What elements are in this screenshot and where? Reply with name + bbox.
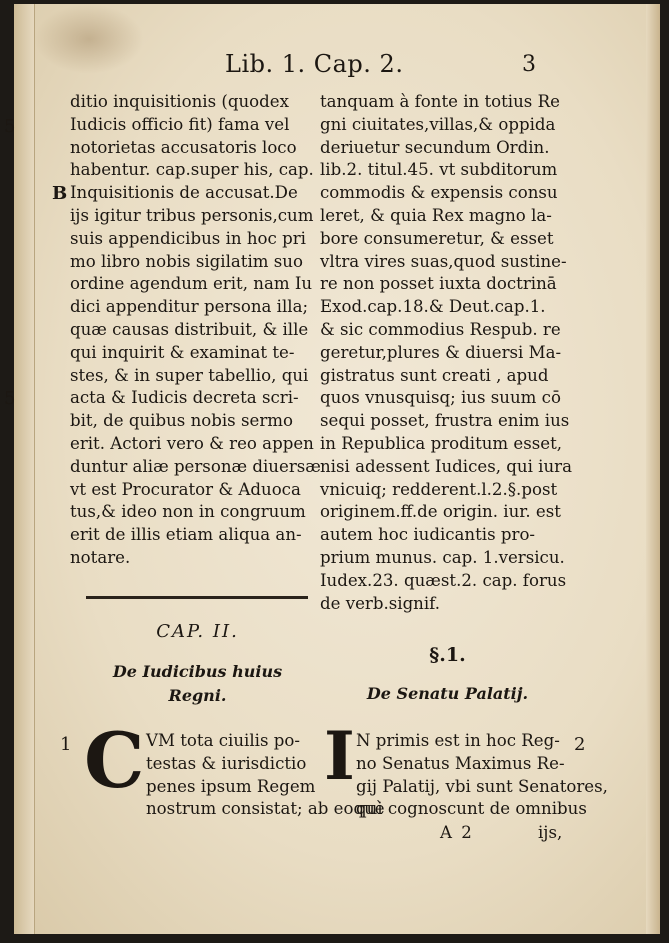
text-line: deriuetur secundum Ordin. xyxy=(320,137,550,157)
right-text-column xyxy=(320,91,572,615)
text-line: Inquisitionis de accusat.De xyxy=(70,183,298,203)
section-subtitle: De Senatu Palatij. xyxy=(366,684,529,703)
chapter-title: CAP. II. xyxy=(156,621,239,642)
text-line: vt est Procurator & Aduoca xyxy=(70,479,301,499)
text-line: quos vnusquisq; ius suum cō xyxy=(320,388,561,408)
section-title: §.1. xyxy=(429,644,466,666)
text-line: qui cognoscunt de omnibus xyxy=(356,799,587,819)
text-line: erit de illis etiam aliqua an- xyxy=(70,525,302,545)
margin-mark-top: 5 xyxy=(4,116,16,137)
text-line: testas & iurisdictio xyxy=(146,753,307,773)
text-line: gij Palatij, vbi sunt Senatores, xyxy=(356,776,608,796)
text-line: autem hoc iudicantis pro- xyxy=(320,525,536,545)
chapter-dropcap: C xyxy=(84,716,145,805)
text-line: Iudex.23. quæst.2. cap. forus xyxy=(320,570,567,590)
text-line: tanquam à fonte in totius Re xyxy=(320,92,560,111)
text-line: & sic commodius Respub. re xyxy=(320,319,561,339)
chapter-divider-rule xyxy=(86,596,308,599)
left-text-column xyxy=(70,91,321,570)
margin-number-right: 2 xyxy=(574,734,586,755)
text-line: erit. Actori vero & reo appen xyxy=(70,433,314,453)
text-line: stes, & in super tabellio, qui xyxy=(70,365,309,385)
text-line: lib.2. titul.45. vt subditorum xyxy=(320,160,558,180)
text-line: bore consumeretur, & esset xyxy=(320,228,554,248)
text-line: duntur aliæ personæ diuersæ xyxy=(70,456,321,476)
text-line: sequi posset, frustra enim ius xyxy=(320,411,570,431)
text-line: ordine agendum erit, nam Iu xyxy=(70,274,313,294)
text-line: re non posset iuxta doctrinā xyxy=(320,274,557,294)
text-line: commodis & expensis consu xyxy=(320,183,558,203)
text-line: vltra vires suas,quod sustine- xyxy=(320,251,567,271)
signature-mark: A 2 xyxy=(440,823,474,842)
text-line: nisi adessent Iudices, qui iura xyxy=(320,456,572,476)
text-line: leret, & quia Rex magno la- xyxy=(320,205,552,225)
page-gutter-left xyxy=(14,4,35,934)
text-line: dici appenditur persona illa; xyxy=(70,297,309,317)
text-line: acta & Iudicis decreta scri- xyxy=(70,388,299,408)
text-line: de verb.signif. xyxy=(320,593,441,613)
text-line: geretur,plures & diuersi Ma- xyxy=(320,342,562,362)
chapter-subtitle-line2: Regni. xyxy=(168,686,227,705)
text-line: vnicuiq; redderent.l.2.§.post xyxy=(320,479,558,499)
text-line: gistratus sunt creati , apud xyxy=(320,365,549,385)
chapter-subtitle-line1: De Iudicibus huius xyxy=(112,662,283,681)
text-line: VM tota ciuilis po- xyxy=(146,731,300,750)
text-line: ditio inquisitionis (quodex xyxy=(70,92,289,111)
text-line: in Republica proditum esset, xyxy=(320,433,563,453)
text-line: nostrum consistat; ab eoquè xyxy=(146,799,385,819)
section-dropcap: I xyxy=(324,717,355,795)
text-line: Exod.cap.18.& Deut.cap.1. xyxy=(320,297,546,317)
margin-number-left: 1 xyxy=(60,734,72,755)
margin-mark-b: B xyxy=(52,183,68,204)
text-line: gni ciuitates,villas,& oppida xyxy=(320,114,556,134)
margin-mark-mid: 5 xyxy=(4,388,16,409)
text-line: originem.ff.de origin. iur. est xyxy=(320,502,561,522)
text-line: quæ causas distribuit, & ille xyxy=(70,319,309,339)
text-line: tus,& ideo non in congruum xyxy=(70,502,306,522)
text-line: penes ipsum Regem xyxy=(146,776,316,796)
text-line: suis appendicibus in hoc pri xyxy=(70,228,306,248)
text-line: notare. xyxy=(70,547,131,567)
text-line: ijs igitur tribus personis,cum xyxy=(70,205,314,225)
text-line: prium munus. cap. 1.versicu. xyxy=(320,547,565,567)
section-opening-text xyxy=(356,730,608,821)
text-line: notorietas accusatoris loco xyxy=(70,137,297,157)
text-line: qui inquirit & examinat te- xyxy=(70,342,295,362)
text-line: mo libro nobis sigilatim suo xyxy=(70,251,303,271)
catchword: ijs, xyxy=(538,823,563,842)
paper-stain xyxy=(34,4,144,74)
page-edge-right xyxy=(646,4,660,934)
text-line: bit, de quibus nobis sermo xyxy=(70,411,293,431)
page-number: 3 xyxy=(522,52,536,77)
text-line: N primis est in hoc Reg- xyxy=(356,731,560,750)
text-line: habentur. cap.super his, cap. xyxy=(70,160,314,180)
text-line: no Senatus Maximus Re- xyxy=(356,753,565,773)
text-line: Iudicis officio fit) fama vel xyxy=(70,114,290,134)
running-title: Lib. 1. Cap. 2. xyxy=(225,50,404,78)
